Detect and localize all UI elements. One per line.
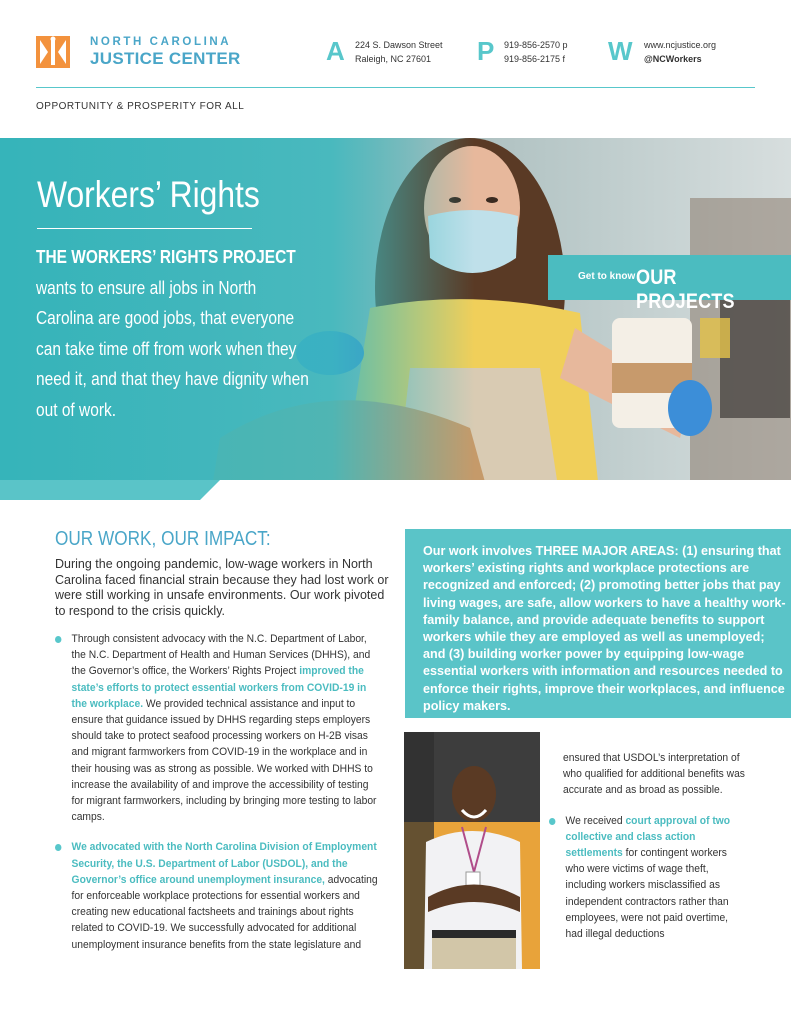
bullet-dot-icon xyxy=(549,818,555,825)
phone-text xyxy=(504,38,568,66)
bullet-dot-icon xyxy=(55,636,61,643)
phone-line2: 919-856-2175 f xyxy=(504,54,566,64)
phone-line1: 919-856-2570 p xyxy=(504,40,568,50)
bullet2-rest: advocating for enforceable workplace protections for essential workers and creating new educational factsheets and trainings about rights related to COVID-19. We successfully advocated for additional unemployment insurance benefits from the state legislature and xyxy=(71,873,378,951)
web-text xyxy=(644,38,716,66)
section-heading: OUR WORK, OUR IMPACT: xyxy=(55,528,271,550)
ncjc-logo xyxy=(36,36,70,68)
list-item xyxy=(55,839,379,952)
section-intro: During the ongoing pandemic, low-wage workers in North Carolina faced financial strain because they had lost work or were still working in unsafe environments. Our work pivoted to respond to the crisis quickly. xyxy=(55,557,389,618)
bullet1-text: Through consistent advocacy with the N.C. Department of Labor, the N.C. Department of Health and Human Services (DHHS), and the Governor’s office, the Workers’ Rights Project xyxy=(71,633,371,678)
list-item xyxy=(55,631,379,825)
twitter-handle[interactable]: @NCWorkers xyxy=(644,54,702,64)
hero-intro xyxy=(36,242,311,425)
tab-big-text: OUR PROJECTS xyxy=(636,266,735,313)
bullet1-rest: We provided technical assistance and input to ensure that guidance issued by DHHS regarding steps employers should take to protect seafood processing workers on H-2B visas and migrant farmworkers from COVID-19 in the workplace and in their housing was as strong as possible. We worked with DHHS to increase the availability of and improve the accessibility of testing for migrant farmworkers, including by bringing more testing to labor camps. xyxy=(71,697,377,824)
web-letter: W xyxy=(608,36,633,66)
web-url[interactable]: www.ncjustice.org xyxy=(644,40,717,50)
continued-text: ensured that USDOL’s interpretation of who qualified for additional benefits was accurate and as broad as possible. xyxy=(563,752,745,797)
bullet3-rest: for contingent workers who were victims of wage theft, including workers misclassified as independent contractors rather than employees, were not paid overtime, had illegal deductions xyxy=(565,847,729,941)
page-title: Workers’ Rights xyxy=(37,174,260,215)
bullet3-highlight: court approval of two collective and class action settlements xyxy=(565,814,731,860)
tagline: OPPORTUNITY & PROSPERITY FOR ALL xyxy=(36,101,245,112)
hero-intro-rest: wants to ensure all jobs in North Carolina are good jobs, that everyone can take time off from work when they need it, and that they have dignity when out of work. xyxy=(36,277,309,420)
tab-small-text: Get to know xyxy=(578,271,636,282)
org-name-line2: JUSTICE CENTER xyxy=(90,49,241,68)
title-rule xyxy=(37,228,252,229)
bullet1-highlight: improved the state’s efforts to protect essential workers from COVID-19 in the workplace. xyxy=(71,665,367,710)
header-divider xyxy=(36,87,755,88)
worker-photo xyxy=(404,732,540,969)
three-areas-callout xyxy=(405,529,791,718)
phone-letter: P xyxy=(477,36,495,66)
our-projects-tab xyxy=(548,255,791,313)
address-line2: Raleigh, NC 27601 xyxy=(355,54,432,64)
bullet3-text: We received xyxy=(565,814,626,827)
list-item xyxy=(549,813,747,943)
bullet-list xyxy=(55,631,380,953)
org-name-line1: NORTH CAROLINA xyxy=(90,36,232,48)
address-text xyxy=(355,38,443,66)
address-line1: 224 S. Dawson Street xyxy=(355,40,443,50)
address-letter: A xyxy=(326,36,345,66)
org-name xyxy=(90,36,241,69)
hero-intro-bold: THE WORKERS’ RIGHTS PROJECT xyxy=(36,247,296,267)
bullet-dot-icon xyxy=(55,844,61,851)
third-column xyxy=(563,750,768,942)
callout-text: Our work involves THREE MAJOR AREAS: (1) ensuring that workers’ existing rights and workplace protections are recognized and enforced; (2) promoting better jobs that pay living wages, are safe, allow workers to have a healthy work-family balance, and provide adequate benefits to support workers while they are employed as well as unemployed; and (3) building worker power by equipping low-wage essential workers with information and resources needed to enforce their rights, improve their workplaces, and influence policy makers. xyxy=(423,544,786,713)
bullet2-highlight: We advocated with the North Carolina Division of Employment Security, the U.S. Department of Labor (USDOL), and the Governor’s office around unemployment insurance, xyxy=(71,841,377,886)
